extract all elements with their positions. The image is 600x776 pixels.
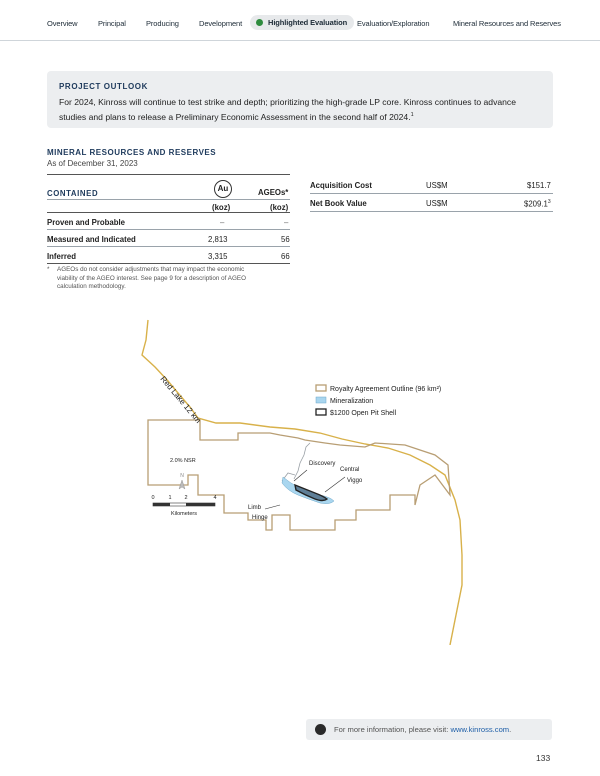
- top-navigation: [0, 0, 600, 41]
- callout-arrow: [325, 477, 345, 492]
- more-info-box: [306, 719, 552, 740]
- footnote-line-1: AGEOs do not consider adjustments that may impact the economic: [57, 266, 245, 273]
- footnote-text: [57, 266, 272, 292]
- ageos-header: AGEOs*: [258, 188, 289, 197]
- row-proven-label: Proven and Probable: [47, 218, 125, 227]
- footnote-line-3: calculation methodology.: [57, 283, 126, 291]
- svg-text:Mineralization: Mineralization: [330, 398, 374, 405]
- au-symbol: Au: [214, 180, 232, 198]
- nav-mineral-resources-reserves[interactable]: Mineral Resources and Reserves: [453, 19, 561, 28]
- project-outlook-text: [59, 96, 545, 123]
- row-measured-label: Measured and Indicated: [47, 235, 136, 244]
- row-rule: [47, 229, 290, 230]
- project-outlook-box: [47, 71, 553, 128]
- north-arrow-icon: [179, 473, 185, 489]
- place-central: Central: [340, 467, 360, 473]
- property-map: [120, 315, 480, 645]
- callout-arrow: [265, 505, 280, 509]
- outlook-line-2: studies and plans to release a Preliminary Economic Assessment in the second half of 2024.: [59, 111, 411, 122]
- more-info-text: [334, 725, 511, 734]
- net-book-value-value: [524, 199, 551, 209]
- svg-text:N: N: [180, 473, 184, 479]
- svg-text:0: 0: [151, 495, 155, 501]
- row-inferred-label: Inferred: [47, 252, 77, 261]
- outlook-line-1: For 2024, Kinross will continue to test strike and depth; prioritizing the high-grade LP core. Kinross continues to advance: [59, 97, 516, 107]
- place-limb: Limb: [248, 505, 262, 511]
- water-line: [294, 443, 310, 479]
- svg-text:4: 4: [213, 495, 217, 501]
- mineral-resources-heading: MINERAL RESOURCES AND RESERVES: [47, 148, 217, 157]
- header-mid-rule: [47, 199, 290, 200]
- nav-producing[interactable]: Producing: [146, 19, 179, 28]
- table-top-rule: [47, 174, 290, 175]
- net-book-value-unit: US$M: [426, 199, 448, 208]
- svg-text:2: 2: [184, 495, 188, 501]
- place-hinge: Hinge: [252, 515, 268, 521]
- svg-text:$1200 Open Pit Shell: $1200 Open Pit Shell: [330, 410, 397, 417]
- cost-row-rule: [310, 193, 553, 194]
- project-outlook-heading: PROJECT OUTLOOK: [59, 82, 149, 91]
- nav-evaluation-exploration[interactable]: Evaluation/Exploration: [357, 19, 430, 28]
- map-legend: [316, 385, 441, 417]
- nav-development[interactable]: Development: [199, 19, 243, 28]
- svg-text:Royalty Agreement Outline (96: Royalty Agreement Outline (96 km²): [330, 386, 442, 393]
- svg-text:Kilometers: Kilometers: [171, 511, 197, 517]
- au-unit: (koz): [212, 203, 231, 212]
- road-line: [142, 320, 462, 645]
- row-inferred-ageos: 66: [281, 252, 290, 261]
- footnote-line-2: viability of the AGEO interest. See page 9 for a description of AGEO: [57, 274, 247, 282]
- cost-bottom-rule: [310, 211, 553, 212]
- acquisition-cost-unit: US$M: [426, 181, 448, 190]
- contained-label: CONTAINED: [47, 189, 99, 198]
- row-measured-ageos: 56: [281, 235, 290, 244]
- place-discovery: Discovery: [309, 461, 336, 467]
- row-inferred-au: 3,315: [208, 252, 228, 261]
- external-link-icon: [315, 724, 326, 735]
- table-bottom-rule: [47, 263, 290, 264]
- acquisition-cost-value: $151.7: [527, 181, 551, 190]
- row-proven-ageos: –: [284, 218, 289, 227]
- row-rule: [47, 246, 290, 247]
- nav-principal[interactable]: Principal: [98, 19, 126, 28]
- more-info-suffix: .: [509, 725, 512, 734]
- ageos-unit: (koz): [270, 203, 289, 212]
- row-proven-au: –: [220, 218, 225, 227]
- acquisition-cost-label: Acquisition Cost: [310, 181, 372, 190]
- nav-overview[interactable]: Overview: [47, 19, 78, 28]
- nav-highlighted-evaluation[interactable]: [250, 15, 354, 30]
- nsr-label: 2.0% NSR: [170, 458, 196, 464]
- as-of-date: As of December 31, 2023: [47, 159, 138, 168]
- row-measured-au: 2,813: [208, 235, 228, 244]
- more-info-prefix: For more information, please visit:: [334, 725, 451, 734]
- kinross-website-link[interactable]: www.kinross.com: [450, 725, 510, 734]
- net-book-value-amount: $209.1: [524, 199, 548, 209]
- nav-highlighted-evaluation-label: Highlighted Evaluation: [268, 18, 348, 27]
- header-bottom-rule: [47, 212, 290, 213]
- place-viggo: Viggo: [347, 478, 363, 484]
- scale-bar: [151, 495, 216, 517]
- outlook-footnote-mark: 1: [410, 111, 414, 118]
- active-dot-icon: [256, 19, 263, 26]
- road-label: Red Lake 12 km: [158, 374, 203, 425]
- page-number: 133: [536, 753, 551, 763]
- net-book-value-label: Net Book Value: [310, 199, 367, 208]
- net-book-value-mark: 3: [547, 199, 551, 205]
- footnote-star: *: [47, 266, 50, 273]
- svg-text:1: 1: [168, 495, 172, 501]
